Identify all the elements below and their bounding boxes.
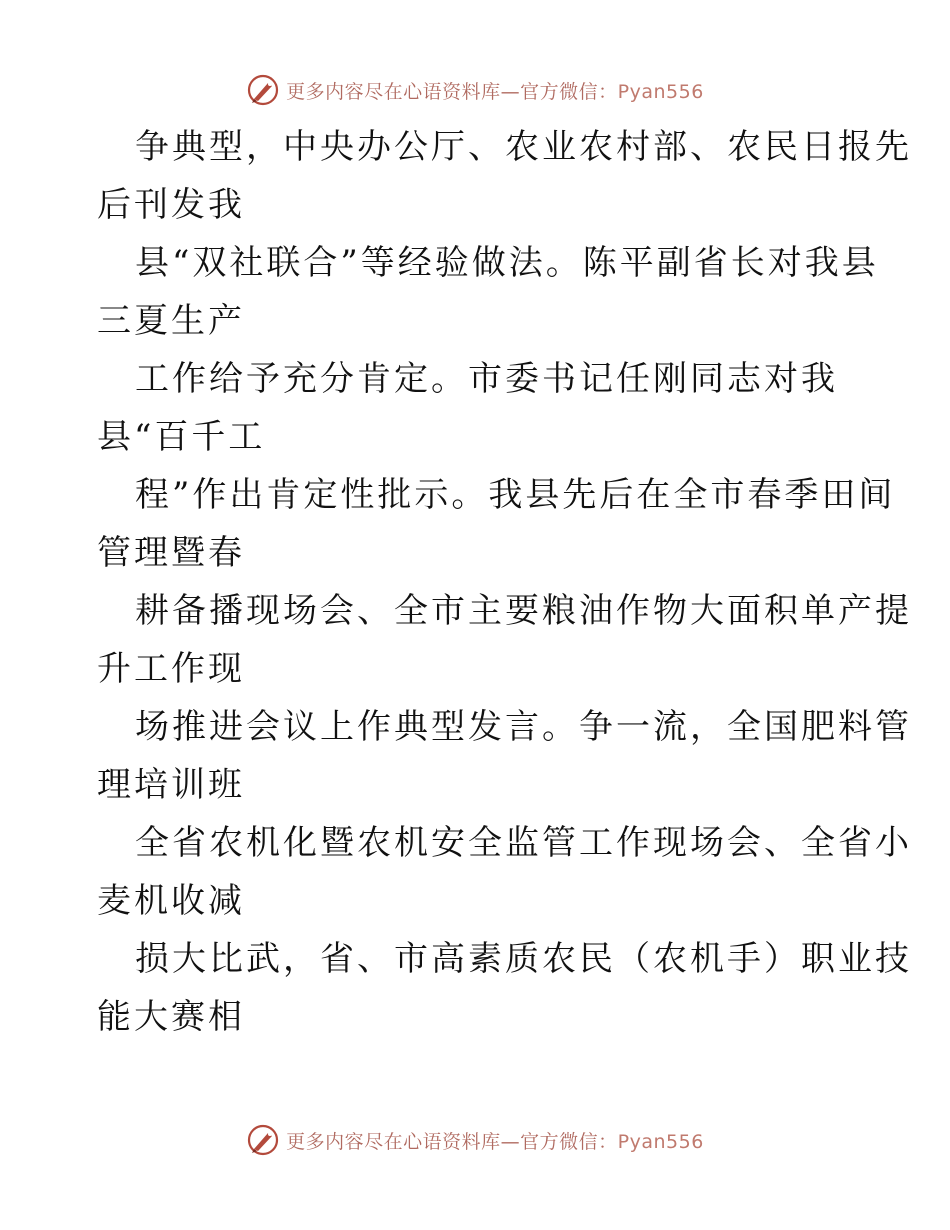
footer-banner [0, 1120, 950, 1160]
header-banner-wechat: Pyan556 [617, 80, 704, 103]
body-line: 能大赛相 [97, 997, 245, 1037]
pen-logo-icon [246, 73, 280, 107]
body-line: 升工作现 [97, 649, 245, 689]
footer-banner-text [286, 1127, 704, 1154]
header-banner-cn: 更多内容尽在心语资料库—官方微信： [286, 80, 618, 103]
body-line: 程”作出肯定性批示。我县先后在全市春季田间 [135, 475, 896, 515]
pen-logo-icon [246, 1123, 280, 1157]
footer-banner-wechat: Pyan556 [617, 1130, 704, 1153]
body-line: 理培训班 [97, 765, 245, 805]
body-line: 县“百千工 [97, 417, 266, 457]
document-body [97, 118, 912, 1046]
body-line: 县“双社联合”等经验做法。陈平副省长对我县 [135, 243, 879, 283]
body-line: 三夏生产 [97, 301, 245, 341]
body-line: 管理暨春 [97, 533, 245, 573]
body-line: 争典型，中央办公厅、农业农村部、农民日报先 [135, 127, 912, 167]
body-line: 耕备播现场会、全市主要粮油作物大面积单产提 [135, 591, 912, 631]
header-banner [0, 70, 950, 110]
footer-banner-cn: 更多内容尽在心语资料库—官方微信： [286, 1130, 618, 1153]
body-line: 麦机收减 [97, 881, 245, 921]
body-line: 损大比武，省、市高素质农民（农机手）职业技 [135, 939, 912, 979]
body-line: 场推进会议上作典型发言。争一流，全国肥料管 [135, 707, 912, 747]
body-line: 后刊发我 [97, 185, 245, 225]
body-line: 全省农机化暨农机安全监管工作现场会、全省小 [135, 823, 912, 863]
body-line: 工作给予充分肯定。市委书记任刚同志对我 [135, 359, 838, 399]
header-banner-text [286, 77, 704, 104]
